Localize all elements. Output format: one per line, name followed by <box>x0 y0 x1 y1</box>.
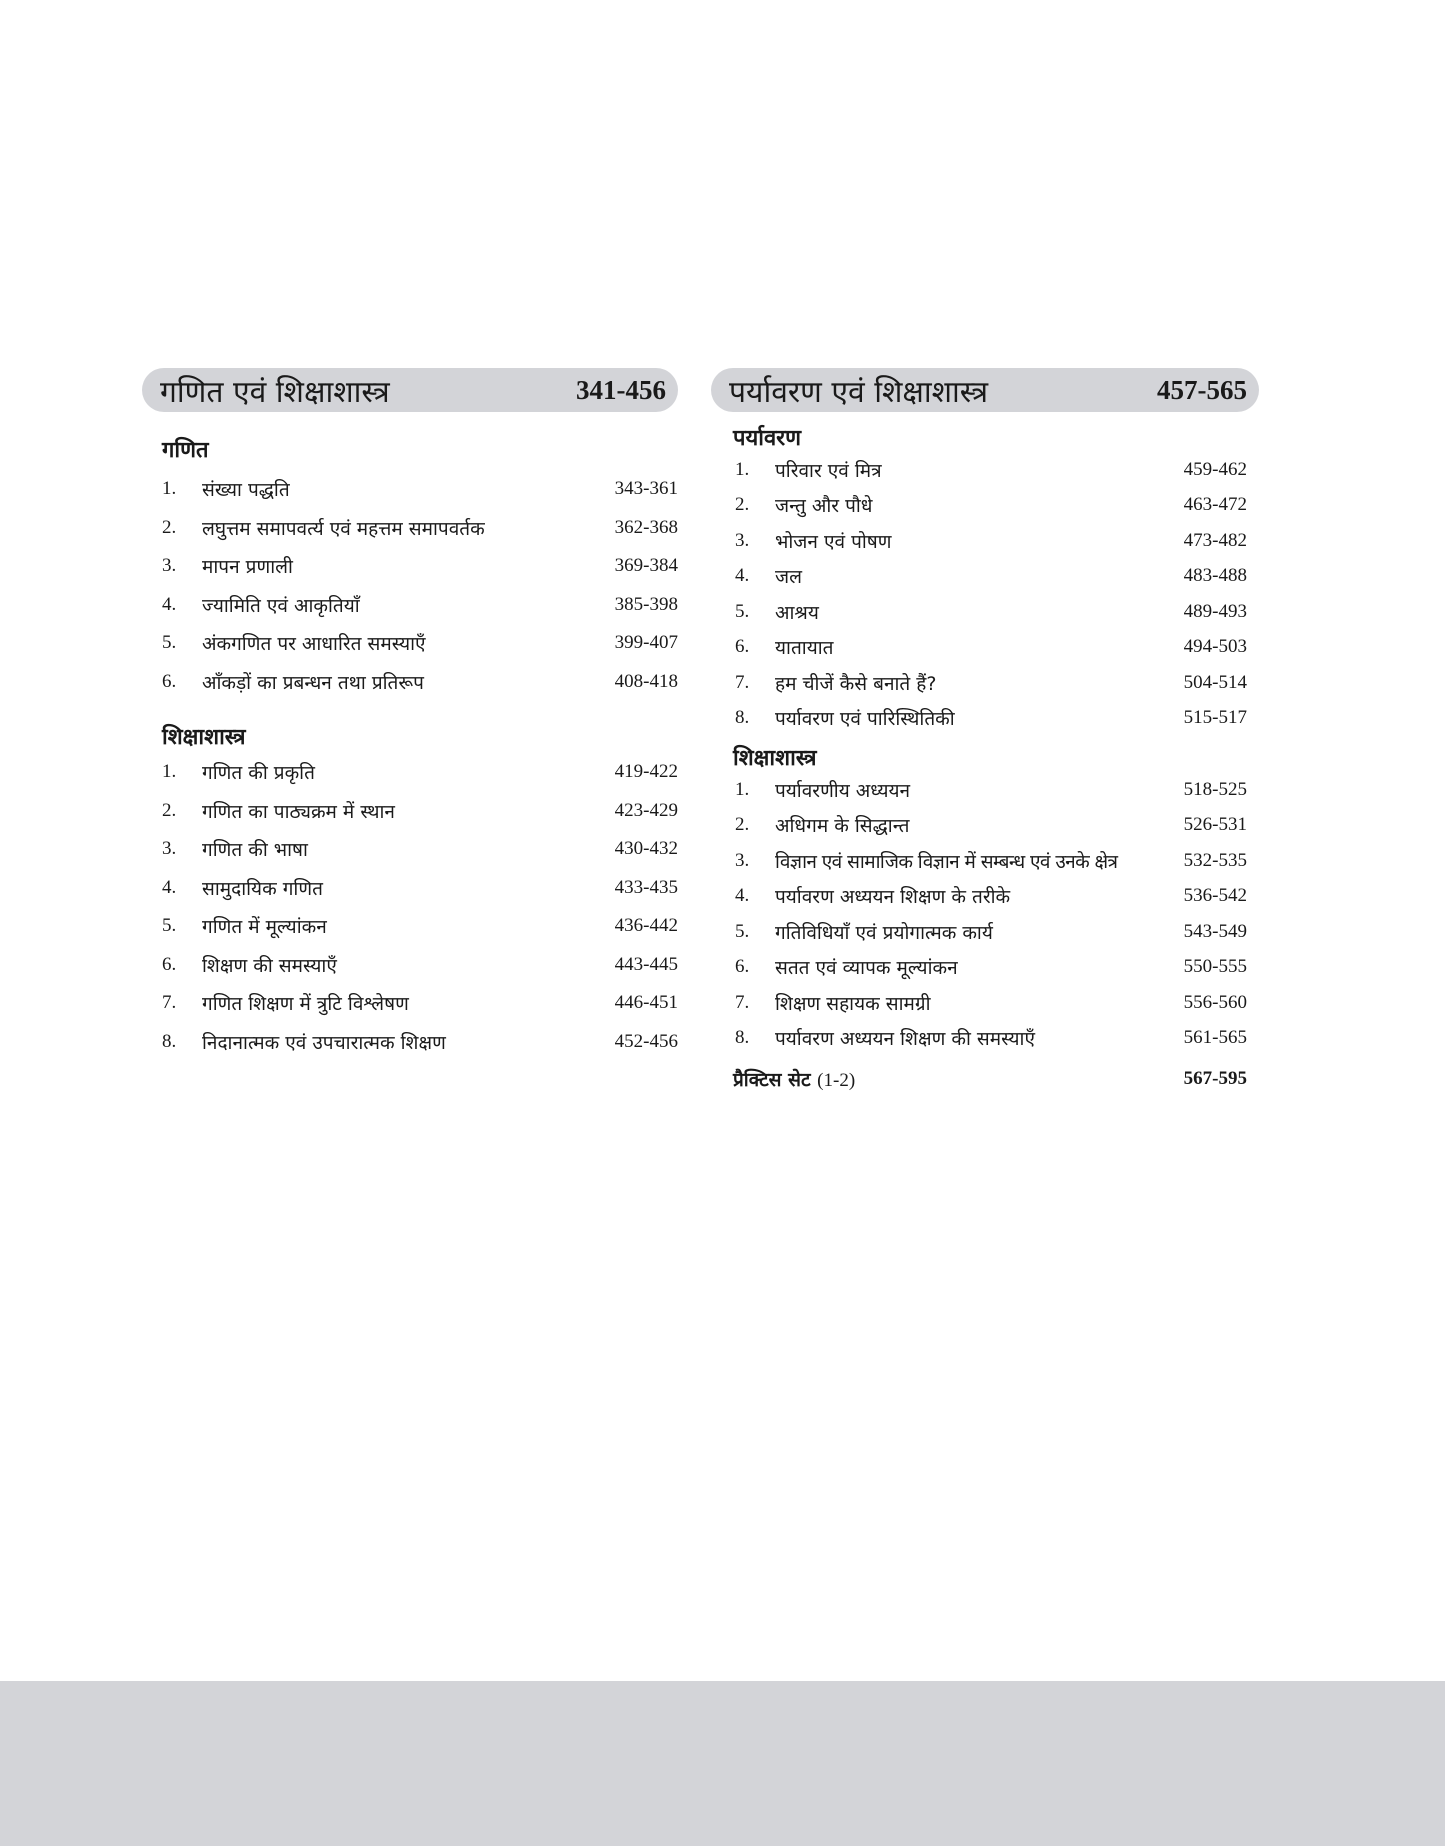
entry-title: हम चीजें कैसे बनाते हैं? <box>775 672 937 695</box>
section-banner <box>142 368 678 412</box>
entry-pages: 556-560 <box>1183 991 1247 1013</box>
entry-title: विज्ञान एवं सामाजिक विज्ञान में सम्बन्ध एवं उनके क्षेत्र <box>775 850 1118 873</box>
entry-number: 1. <box>162 478 177 500</box>
entry-pages: 419-422 <box>614 761 678 783</box>
entry-number: 7. <box>162 992 177 1014</box>
entry-number: 1. <box>735 458 750 480</box>
entry-number: 1. <box>735 778 750 800</box>
entry-title: यातायात <box>775 637 834 660</box>
toc-entry <box>735 772 1259 808</box>
entry-title: गणित शिक्षण में त्रुटि विश्लेषण <box>202 993 409 1016</box>
entry-title: जल <box>775 566 802 589</box>
entry-number: 5. <box>735 920 750 942</box>
toc-list <box>711 772 1259 1056</box>
toc-list <box>142 470 678 701</box>
entry-title: आश्रय <box>775 601 819 624</box>
entry-number: 5. <box>162 915 177 937</box>
entry-title: संख्या पद्धति <box>202 479 290 502</box>
toc-entry <box>735 985 1259 1021</box>
entry-title: निदानात्मक एवं उपचारात्मक शिक्षण <box>202 1031 446 1054</box>
entry-pages: 526-531 <box>1183 814 1247 836</box>
entry-pages: 483-488 <box>1183 565 1247 587</box>
toc-list <box>142 753 678 1061</box>
entry-pages: 362-368 <box>614 516 678 538</box>
entry-pages: 369-384 <box>614 555 678 577</box>
entry-number: 6. <box>735 636 750 658</box>
entry-title: लघुत्तम समापवर्त्य एवं महत्तम समापवर्तक <box>202 517 485 540</box>
entry-title: अंकगणित पर आधारित समस्याएँ <box>202 633 426 656</box>
toc-entry <box>162 470 678 509</box>
entry-title: गणित की प्रकृति <box>202 762 315 785</box>
entry-pages: 459-462 <box>1183 458 1247 480</box>
banner-title: गणित एवं शिक्षाशास्त्र <box>160 374 390 410</box>
toc-entry <box>735 665 1259 701</box>
entry-number: 4. <box>735 565 750 587</box>
entry-title: आँकड़ों का प्रबन्धन तथा प्रतिरूप <box>202 671 424 694</box>
entry-number: 2. <box>162 516 177 538</box>
toc-entry <box>162 509 678 548</box>
section-banner <box>711 368 1259 412</box>
toc-entry <box>735 559 1259 595</box>
entry-number: 4. <box>162 593 177 615</box>
toc-entry <box>735 950 1259 986</box>
toc-entry <box>162 984 678 1023</box>
toc-entry <box>162 792 678 831</box>
entry-title: जन्तु और पौधे <box>775 495 873 518</box>
entry-pages: 518-525 <box>1183 778 1247 800</box>
toc-entry <box>735 594 1259 630</box>
entry-title: गतिविधियाँ एवं प्रयोगात्मक कार्य <box>775 921 993 944</box>
entry-pages: 463-472 <box>1183 494 1247 516</box>
practice-set-entry <box>733 1066 1259 1092</box>
entry-pages: 536-542 <box>1183 885 1247 907</box>
entry-title: अधिगम के सिद्धान्त <box>775 815 910 838</box>
toc-entry <box>162 547 678 586</box>
subsection-heading: गणित <box>162 438 209 463</box>
entry-title: गणित का पाठ्यक्रम में स्थान <box>202 800 395 823</box>
entry-pages: 399-407 <box>614 632 678 654</box>
entry-pages: 473-482 <box>1183 529 1247 551</box>
toc-entry <box>735 630 1259 666</box>
entry-number: 4. <box>735 885 750 907</box>
entry-title: भोजन एवं पोषण <box>775 530 892 553</box>
entry-number: 7. <box>735 991 750 1013</box>
toc-entry <box>162 586 678 625</box>
toc-column-environment <box>711 368 1259 1092</box>
banner-title: पर्यावरण एवं शिक्षाशास्त्र <box>729 374 989 410</box>
entry-pages: 385-398 <box>614 593 678 615</box>
toc-entry <box>162 907 678 946</box>
toc-entry <box>735 452 1259 488</box>
banner-page-range: 341-456 <box>576 374 666 405</box>
toc-entry <box>162 830 678 869</box>
entry-title: पर्यावरण अध्ययन शिक्षण की समस्याएँ <box>775 1028 1035 1051</box>
entry-number: 5. <box>162 632 177 654</box>
entry-pages: 532-535 <box>1183 849 1247 871</box>
entry-title: गणित में मूल्यांकन <box>202 916 327 939</box>
entry-number: 8. <box>735 1027 750 1049</box>
entry-title: सामुदायिक गणित <box>202 877 323 900</box>
entry-title: शिक्षण सहायक सामग्री <box>775 992 931 1015</box>
entry-pages: 408-418 <box>614 670 678 692</box>
entry-pages: 452-456 <box>614 1030 678 1052</box>
entry-pages: 436-442 <box>614 915 678 937</box>
toc-entry <box>735 523 1259 559</box>
toc-entry <box>162 1023 678 1062</box>
entry-pages: 515-517 <box>1183 707 1247 729</box>
entry-title: ज्यामिति एवं आकृतियाँ <box>202 594 360 617</box>
entry-number: 6. <box>735 956 750 978</box>
banner-page-range: 457-565 <box>1157 374 1247 405</box>
subsection-heading: पर्यावरण <box>733 426 802 451</box>
toc-entry <box>735 843 1259 879</box>
entry-title: पर्यावरणीय अध्ययन <box>775 779 911 802</box>
toc-entry <box>735 808 1259 844</box>
toc-entry <box>162 663 678 702</box>
entry-number: 6. <box>162 953 177 975</box>
practice-set-pages: 567-595 <box>1183 1068 1247 1089</box>
entry-number: 2. <box>735 814 750 836</box>
entry-pages: 446-451 <box>614 992 678 1014</box>
practice-set-label <box>733 1066 1165 1092</box>
entry-number: 6. <box>162 670 177 692</box>
entry-pages: 433-435 <box>614 876 678 898</box>
entry-title: मापन प्रणाली <box>202 556 293 579</box>
entry-title: पर्यावरण अध्ययन शिक्षण के तरीके <box>775 886 1011 909</box>
toc-entry <box>162 753 678 792</box>
entry-number: 3. <box>162 838 177 860</box>
entry-pages: 543-549 <box>1183 920 1247 942</box>
subsection-heading: शिक्षाशास्त्र <box>733 746 817 771</box>
entry-title: शिक्षण की समस्याएँ <box>202 954 337 977</box>
entry-number: 3. <box>162 555 177 577</box>
entry-title: पर्यावरण एवं पारिस्थितिकी <box>775 708 955 731</box>
subsection-heading: शिक्षाशास्त्र <box>162 725 246 750</box>
entry-pages: 343-361 <box>614 478 678 500</box>
practice-set-count: (1-2) <box>817 1070 856 1091</box>
footer-band <box>0 1681 1445 1846</box>
entry-number: 2. <box>735 494 750 516</box>
toc-column-maths <box>142 368 678 1061</box>
entry-pages: 430-432 <box>614 838 678 860</box>
toc-entry <box>162 946 678 985</box>
entry-number: 3. <box>735 849 750 871</box>
entry-number: 4. <box>162 876 177 898</box>
toc-entry <box>735 914 1259 950</box>
toc-entry <box>735 488 1259 524</box>
entry-pages: 494-503 <box>1183 636 1247 658</box>
entry-pages: 423-429 <box>614 799 678 821</box>
entry-pages: 443-445 <box>614 953 678 975</box>
entry-number: 3. <box>735 529 750 551</box>
toc-entry <box>162 624 678 663</box>
entry-number: 1. <box>162 761 177 783</box>
toc-entry <box>162 869 678 908</box>
entry-pages: 504-514 <box>1183 671 1247 693</box>
entry-number: 8. <box>162 1030 177 1052</box>
entry-title: परिवार एवं मित्र <box>775 459 882 482</box>
entry-number: 2. <box>162 799 177 821</box>
entry-number: 8. <box>735 707 750 729</box>
entry-number: 7. <box>735 671 750 693</box>
toc-entry <box>735 879 1259 915</box>
entry-number: 5. <box>735 600 750 622</box>
entry-pages: 489-493 <box>1183 600 1247 622</box>
toc-list <box>711 452 1259 736</box>
toc-entry <box>735 1021 1259 1057</box>
entry-title: सतत एवं व्यापक मूल्यांकन <box>775 957 958 980</box>
practice-set-title: प्रैक्टिस सेट <box>733 1069 811 1091</box>
toc-entry <box>735 701 1259 737</box>
entry-pages: 550-555 <box>1183 956 1247 978</box>
entry-pages: 561-565 <box>1183 1027 1247 1049</box>
entry-title: गणित की भाषा <box>202 839 308 862</box>
